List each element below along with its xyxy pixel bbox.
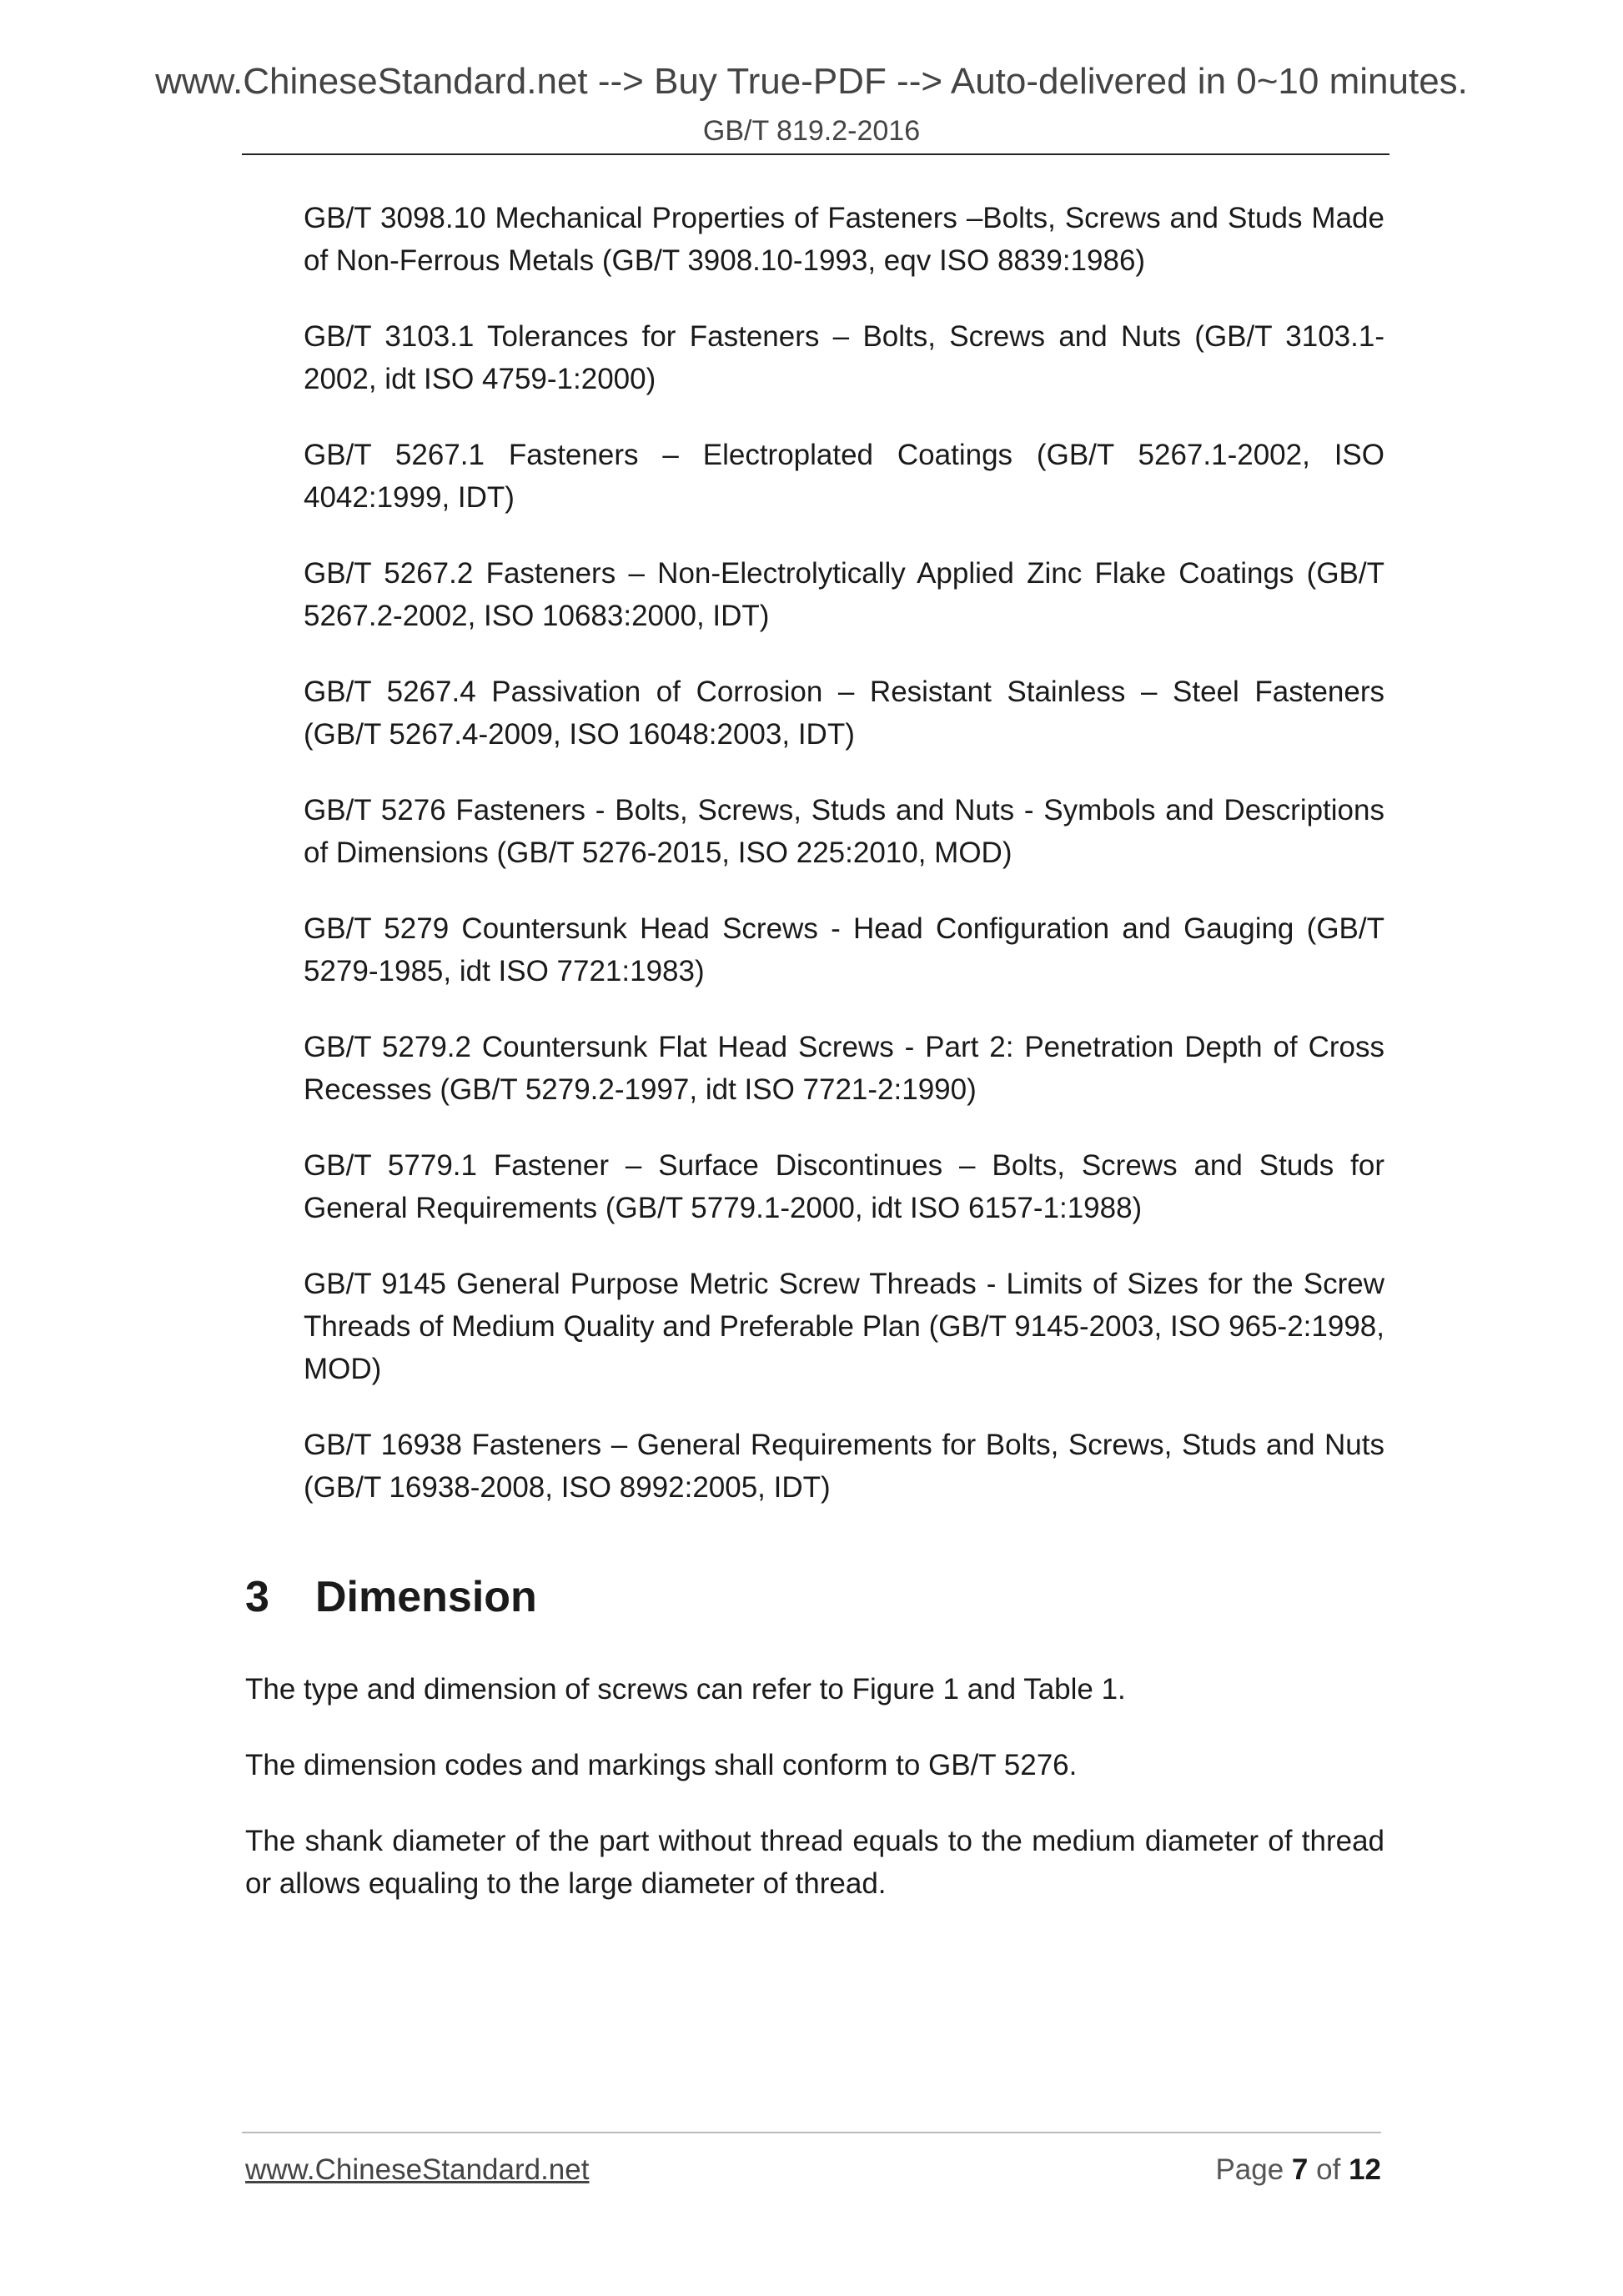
page-total: 12 xyxy=(1349,2153,1381,2186)
section-title: Dimension xyxy=(315,1573,537,1621)
page-indicator xyxy=(1215,2155,1381,2184)
reference-item: GB/T 3098.10 Mechanical Properties of Fasteners –Bolts, Screws and Studs Made of Non-Ferrous Metals (GB/T 3908.10-1993, eqv ISO 8839:1986) xyxy=(304,202,1384,277)
body-paragraph: The dimension codes and markings shall conform to GB/T 5276. xyxy=(245,1749,1078,1782)
reference-item: GB/T 5279 Countersunk Head Screws - Head Configuration and Gauging (GB/T 5279-1985, idt ISO 7721:1983) xyxy=(304,912,1384,987)
page-of: of xyxy=(1316,2153,1341,2186)
header-banner[interactable]: www.ChineseStandard.net --> Buy True-PDF --> Auto-delivered in 0~10 minutes. xyxy=(155,61,1468,102)
page-current: 7 xyxy=(1291,2153,1309,2186)
section-dimension xyxy=(245,1571,1384,1938)
reference-item: GB/T 5276 Fasteners - Bolts, Screws, Studs and Nuts - Symbols and Descriptions of Dimensions (GB/T 5276-2015, ISO 225:2010, MOD) xyxy=(304,794,1384,869)
footer-website-link[interactable]: www.ChineseStandard.net xyxy=(245,2153,590,2186)
page-prefix: Page xyxy=(1215,2153,1284,2186)
reference-item: GB/T 5779.1 Fastener – Surface Discontinues – Bolts, Screws and Studs for General Requirements (GB/T 5779.1-2000, idt ISO 6157-1:1988) xyxy=(304,1149,1384,1224)
reference-item: GB/T 3103.1 Tolerances for Fasteners – Bolts, Screws and Nuts (GB/T 3103.1-2002, idt ISO 4759-1:2000) xyxy=(304,320,1384,395)
reference-item: GB/T 5267.1 Fasteners – Electroplated Coatings (GB/T 5267.1-2002, ISO 4042:1999, IDT) xyxy=(304,439,1384,514)
header-divider xyxy=(242,153,1389,155)
footer-divider xyxy=(242,2132,1381,2133)
reference-item: GB/T 9145 General Purpose Metric Screw Threads - Limits of Sizes for the Screw Threads of Medium Quality and Preferable Plan (GB/T 9145-2003, ISO 965-2:1998, MOD) xyxy=(304,1268,1384,1385)
body-paragraph: The shank diameter of the part without thread equals to the medium diameter of thread or allows equaling to the large diameter of thread. xyxy=(245,1825,1384,1901)
standard-code: GB/T 819.2-2016 xyxy=(702,115,921,147)
reference-item: GB/T 5279.2 Countersunk Flat Head Screws - Part 2: Penetration Depth of Cross Recesses (GB/T 5279.2-1997, idt ISO 7721-2:1990) xyxy=(304,1031,1384,1106)
section-number: 3 xyxy=(245,1573,269,1621)
normative-references-list xyxy=(304,197,1384,1542)
reference-item: GB/T 16938 Fasteners – General Requirements for Bolts, Screws, Studs and Nuts (GB/T 16938-2008, ISO 8992:2005, IDT) xyxy=(304,1429,1384,1504)
reference-item: GB/T 5267.2 Fasteners – Non-Electrolytically Applied Zinc Flake Coatings (GB/T 5267.2-2002, ISO 10683:2000, IDT) xyxy=(304,557,1384,632)
body-paragraph: The type and dimension of screws can refer to Figure 1 and Table 1. xyxy=(245,1673,1126,1706)
reference-item: GB/T 5267.4 Passivation of Corrosion – Resistant Stainless – Steel Fasteners (GB/T 5267.4-2009, ISO 16048:2003, IDT) xyxy=(304,676,1384,751)
section-heading xyxy=(245,1571,1384,1623)
